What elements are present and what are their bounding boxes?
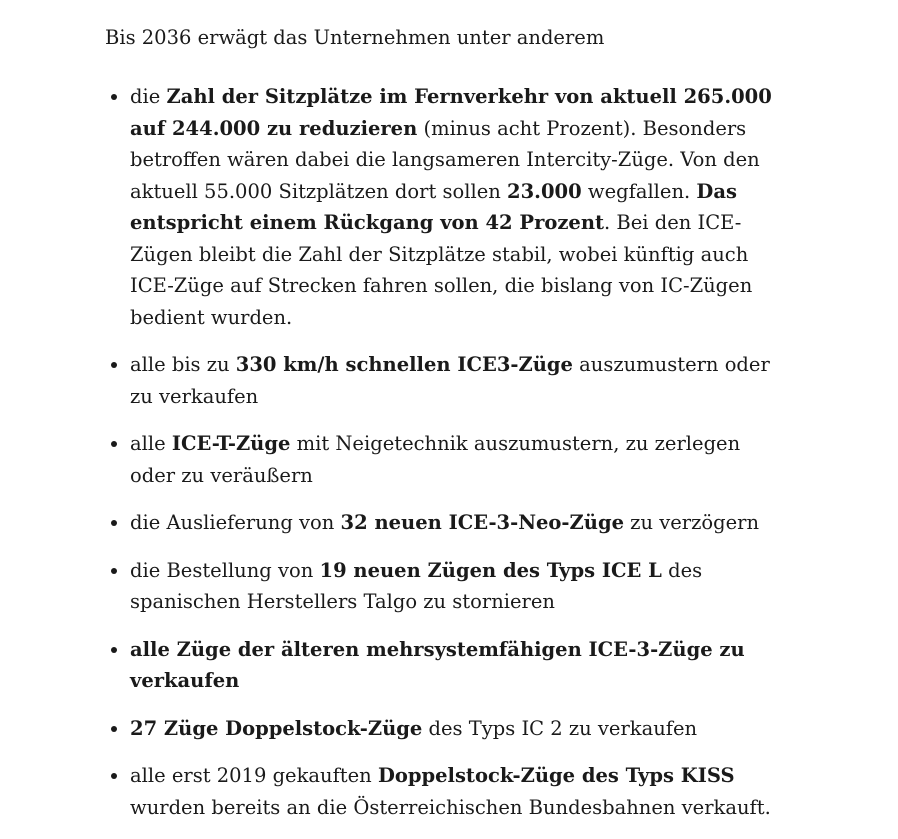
text-segment: . Bei den ICE-Zügen bleibt die Zahl der Sitzplätze stabil, wobei künftig auch ICE-Züge auf Strecken fahren sollen, die bislang von IC-Zügen bedient wurden. bbox=[130, 211, 753, 329]
bold-text-segment: ICE-T-Züge bbox=[171, 432, 291, 455]
list-item bbox=[105, 81, 775, 333]
text-segment: wegfallen. bbox=[581, 179, 697, 203]
article-body bbox=[105, 22, 775, 839]
measures-list bbox=[105, 81, 775, 823]
list-item bbox=[105, 428, 775, 491]
text-segment: mit Neigetechnik auszumustern, zu zerlegen oder zu veräußern bbox=[130, 432, 741, 487]
bold-text-segment: alle Züge der älteren mehrsystemfähigen ICE-3-Züge zu verkaufen bbox=[130, 637, 745, 692]
list-item bbox=[105, 634, 775, 697]
text-segment: alle bbox=[130, 432, 172, 455]
list-item bbox=[105, 713, 775, 745]
text-segment: zu verzögern bbox=[623, 511, 760, 534]
bold-text-segment: Doppelstock-Züge des Typs KISS bbox=[377, 764, 735, 787]
list-item bbox=[105, 507, 775, 539]
intro-paragraph: Bis 2036 erwägt das Unternehmen unter anderem bbox=[105, 26, 605, 49]
bold-text-segment: 32 neuen ICE-3-Neo-Züge bbox=[340, 511, 624, 534]
bold-text-segment: 27 Züge Doppelstock-Züge bbox=[130, 716, 423, 740]
text-segment: die bbox=[130, 85, 167, 108]
text-segment: auszumustern oder zu verkaufen bbox=[130, 353, 770, 408]
text-segment: (minus acht Prozent). Besonders betroffen wären dabei die langsameren Intercity-Züge. Von den aktuell 55.000 Sitzplätzen dort sollen bbox=[130, 116, 760, 203]
text-segment: wurden bereits an die Österreichischen Bundesbahnen verkauft. bbox=[130, 795, 771, 819]
text-segment: des Typs IC 2 zu verkaufen bbox=[422, 716, 698, 740]
text-segment: die Bestellung von bbox=[130, 558, 320, 582]
bold-text-segment: 19 neuen Zügen des Typs ICE L bbox=[319, 558, 662, 582]
list-item bbox=[105, 349, 775, 412]
text-segment: alle bis zu bbox=[130, 353, 236, 376]
text-segment: die Auslieferung von bbox=[130, 511, 341, 534]
text-segment: alle erst 2019 gekauften bbox=[130, 764, 378, 787]
bold-text-segment: 23.000 bbox=[507, 179, 582, 203]
bold-text-segment: Das entspricht einem Rückgang von 42 Prozent bbox=[130, 179, 737, 234]
bold-text-segment: 330 km/h schnellen ICE3-Züge bbox=[235, 353, 573, 376]
bold-text-segment: Zahl der Sitzplätze im Fernverkehr von aktuell 265.000 auf 244.000 zu reduzieren bbox=[130, 85, 772, 140]
list-item bbox=[105, 760, 775, 823]
text-segment: des spanischen Herstellers Talgo zu stornieren bbox=[130, 558, 703, 613]
list-item bbox=[105, 555, 775, 618]
